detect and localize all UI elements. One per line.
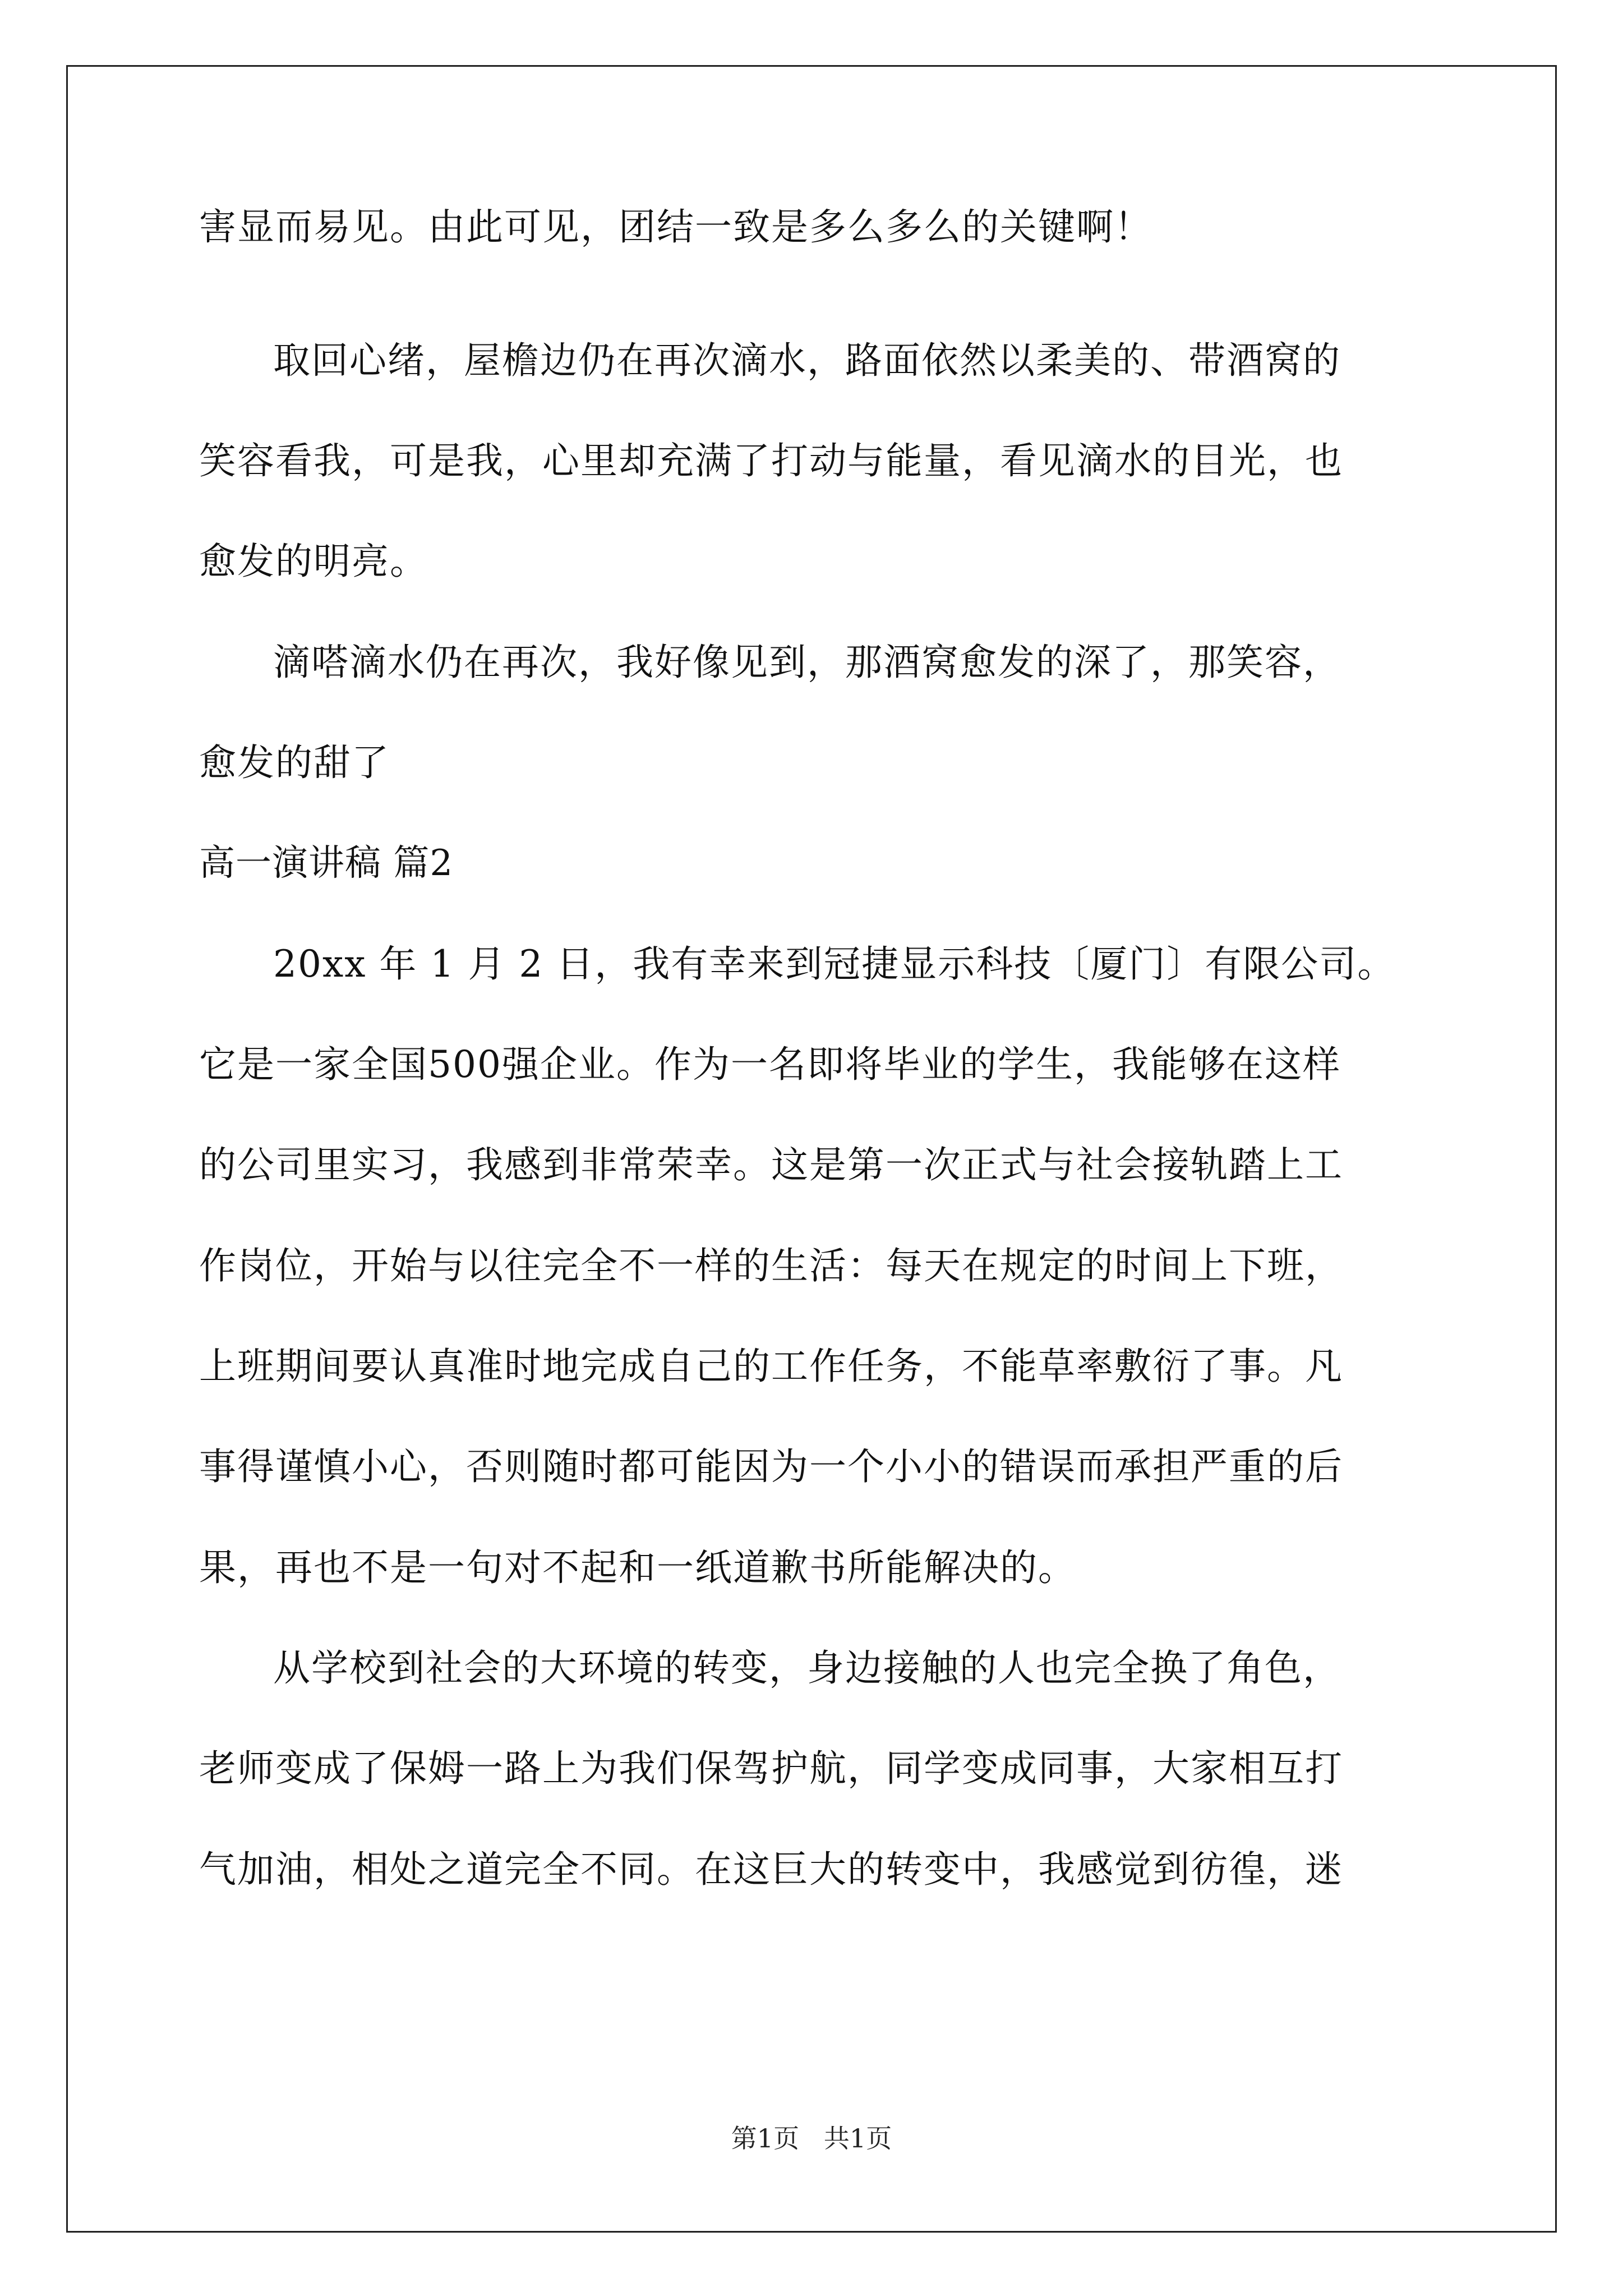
text-line: 愈发的甜了: [199, 741, 390, 784]
text-line: 事得谨慎小心，否则随时都可能因为一个小小的错误而承担严重的后: [199, 1445, 1343, 1488]
section-heading: 高一演讲稿 篇2: [199, 843, 454, 884]
text-line: 愈发的明亮。: [199, 540, 428, 583]
paragraph-start-line: 滴嗒滴水仍在再次，我好像见到，那酒窝愈发的深了，那笑容，: [273, 641, 1341, 684]
text-line: 上班期间要认真准时地完成自己的工作任务，不能草率敷衍了事。凡: [199, 1345, 1343, 1388]
text-line: 它是一家全国500强企业。作为一名即将毕业的学生，我能够在这样: [199, 1043, 1341, 1086]
paragraph-start-line: 取回心绪，屋檐边仍在再次滴水，路面依然以柔美的、带酒窝的: [273, 339, 1341, 382]
text-line: 笑容看我，可是我，心里却充满了打动与能量，看见滴水的目光，也: [199, 439, 1343, 482]
text-line: 果，再也不是一句对不起和一纸道歉书所能解决的。: [199, 1546, 1076, 1589]
paragraph-start-line: 20xx 年 1 月 2 日，我有幸来到冠捷显示科技〔厦门〕有限公司。: [273, 942, 1396, 986]
text-line: 作岗位，开始与以往完全不一样的生活：每天在规定的时间上下班，: [199, 1244, 1343, 1287]
text-line: 气加油，相处之道完全不同。在这巨大的转变中，我感觉到彷徨，迷: [199, 1848, 1343, 1891]
paragraph-start-line: 从学校到社会的大环境的转变，身边接触的人也完全换了角色，: [273, 1646, 1341, 1690]
text-line: 老师变成了保姆一路上为我们保驾护航，同学变成同事，大家相互打: [199, 1747, 1343, 1790]
text-line: 的公司里实习，我感到非常荣幸。这是第一次正式与社会接轨踏上工: [199, 1143, 1343, 1186]
page-number-footer: 第1页 共1页: [731, 2123, 892, 2154]
text-line: 害显而易见。由此可见，团结一致是多么多么的关键啊！: [199, 205, 1152, 249]
